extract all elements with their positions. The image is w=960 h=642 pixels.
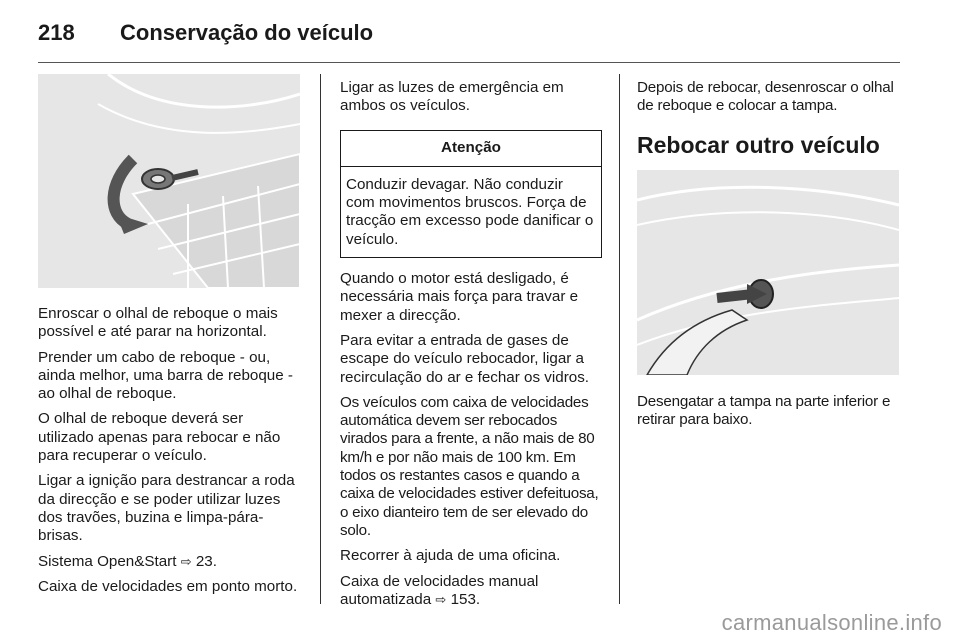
- warning-body: Conduzir devagar. Não conduzir com movimentos bruscos. Força de tracção em excesso pode danificar o veículo.: [346, 175, 594, 248]
- col1-reference: [38, 553, 303, 571]
- page-ref-arrow-icon: ⇨: [180, 553, 192, 569]
- column-3-lower: [637, 393, 903, 437]
- warning-box: [340, 130, 602, 258]
- reference-page: 153.: [450, 590, 481, 608]
- column-divider: [320, 74, 321, 604]
- page-header: [38, 16, 900, 60]
- reference-page: 23.: [195, 552, 217, 570]
- watermark: carmanualsonline.info: [721, 610, 942, 635]
- tow-eye-illustration: [38, 74, 300, 288]
- col2-paragraph: Para evitar a entrada de gases de escape do veículo rebocador, ligar a recirculação do ar e fechar os vidros.: [340, 331, 590, 386]
- page-number: 218: [38, 20, 75, 45]
- col2-paragraph: Quando o motor está desligado, é necessária mais força para travar e mexer a direcção.: [340, 270, 579, 324]
- col2-intro: Ligar as luzes de emergência em ambos os veículos.: [340, 79, 564, 115]
- col2-reference: [340, 573, 602, 610]
- col2-paragraph: Os veículos com caixa de velocidades automática devem ser rebocados virados para a frente, a não mais de 80 km/h e por não mais de 100 km. Em todos os restantes casos e quando a caixa de velocidades estiver defeituosa, o eixo dianteiro tem de ser elevado do solo.: [340, 393, 599, 539]
- column-2: [340, 79, 602, 616]
- column-divider: [619, 74, 620, 604]
- col3-intro: Depois de rebocar, desenroscar o olhal de reboque e colocar a tampa.: [637, 79, 894, 115]
- col2-paragraph: Recorrer à ajuda de uma oficina.: [340, 547, 561, 565]
- page-ref-arrow-icon: ⇨: [435, 591, 447, 607]
- column-3: [637, 79, 903, 158]
- col3-paragraph: Desengatar a tampa na parte inferior e retirar para baixo.: [637, 393, 891, 429]
- col1-paragraph: O olhal de reboque deverá ser utilizado apenas para rebocar e não para recuperar o veículo.: [38, 410, 281, 465]
- reference-text: Sistema Open&Start: [38, 552, 177, 570]
- col1-paragraph: Caixa de velocidades em ponto morto.: [38, 577, 298, 595]
- cover-removal-drawing: [637, 170, 899, 375]
- col1-paragraph: Ligar a ignição para destrancar a roda da direcção e se poder utilizar luzes dos travões, buzina e limpa-pára-brisas.: [38, 472, 295, 545]
- col1-paragraph: Enroscar o olhal de reboque o mais possível e até parar na horizontal.: [38, 305, 278, 341]
- tow-eye-drawing: [38, 74, 300, 288]
- reference-text: Caixa de velocidades manual automatizada: [340, 572, 539, 608]
- col1-paragraph: Prender um cabo de reboque - ou, ainda melhor, uma barra de reboque - ao olhal de reboque.: [38, 348, 293, 403]
- section-title: Rebocar outro veículo: [637, 131, 880, 158]
- column-1: [38, 305, 303, 603]
- page-title: Conservação do veículo: [120, 20, 374, 45]
- cover-removal-illustration: [637, 170, 899, 375]
- warning-title: Atenção: [341, 131, 601, 167]
- header-divider: [38, 62, 900, 63]
